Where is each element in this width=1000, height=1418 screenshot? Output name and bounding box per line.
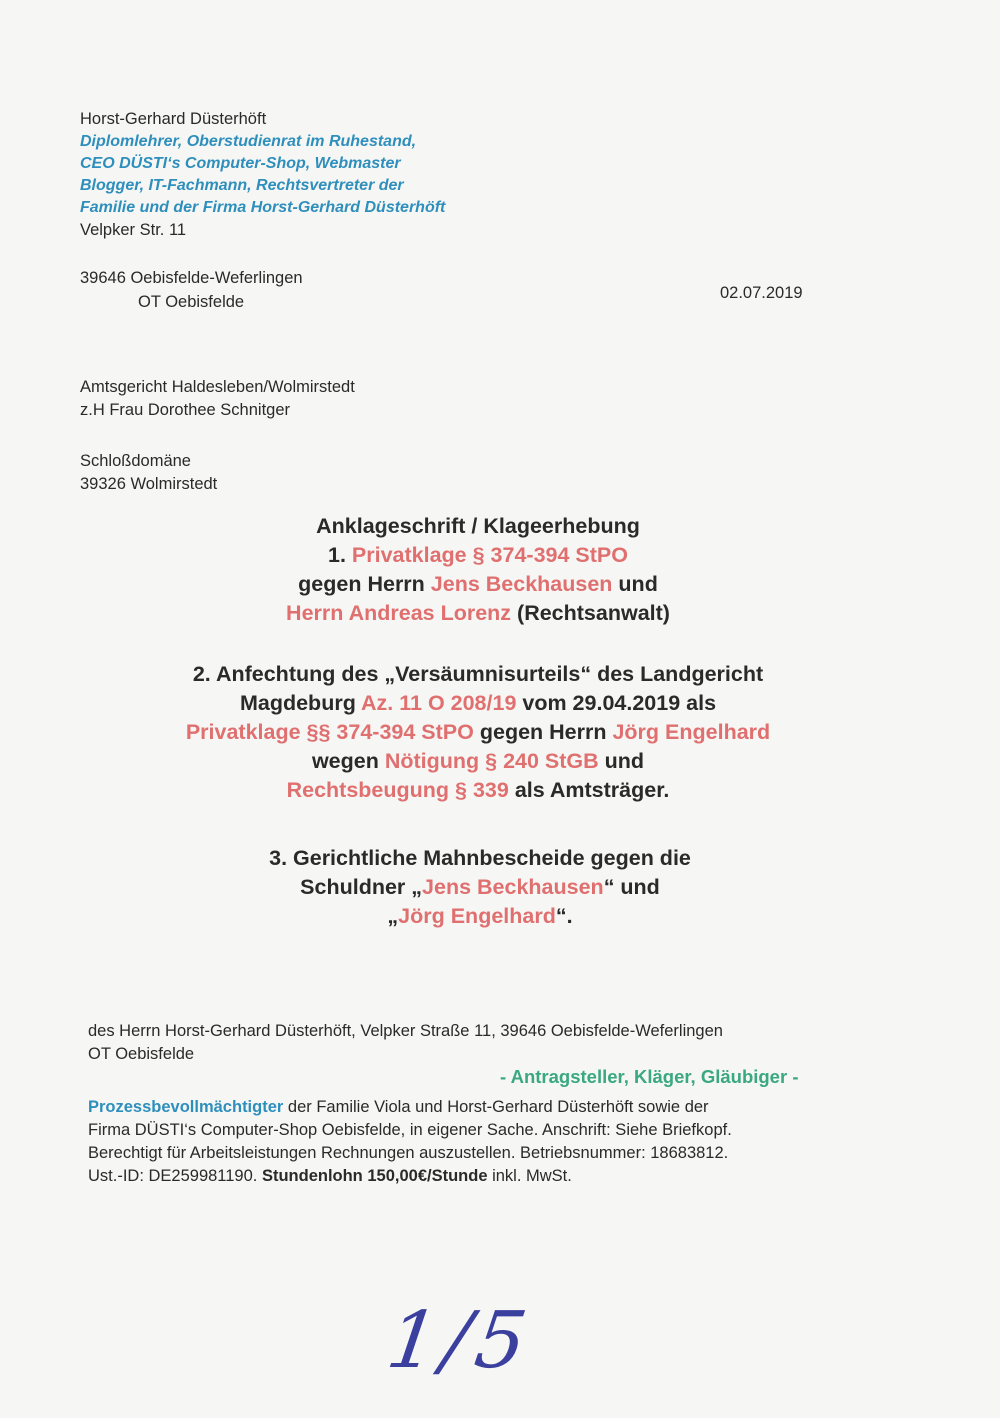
heading-2-line-1: 2. Anfechtung des „Versäumnisurteils“ des Landgericht bbox=[192, 662, 764, 686]
heading-3-debtor-1: Jens Beckhausen bbox=[422, 875, 604, 899]
proxy-label: Prozessbevollmächtigter bbox=[88, 1098, 284, 1116]
heading-1-number: 1. bbox=[328, 543, 352, 567]
heading-1-defendant-2: Herrn Andreas Lorenz bbox=[286, 601, 512, 625]
heading-1-line-3 bbox=[0, 570, 978, 599]
sender-district: OT Oebisfelde bbox=[138, 293, 245, 311]
sender-title-1: Diplomlehrer, Oberstudienrat im Ruhestand, bbox=[80, 133, 417, 150]
sender-title-3: Blogger, IT-Fachmann, Rechtsvertreter der bbox=[80, 177, 404, 194]
heading-2-text: vom 29.04.2019 als bbox=[516, 691, 717, 715]
heading-3 bbox=[0, 844, 980, 931]
heading-1-text: (Rechtsanwalt) bbox=[511, 601, 670, 625]
heading-2-line-3 bbox=[0, 718, 978, 747]
heading-2-privatklage: Privatklage §§ 374-394 StPO bbox=[185, 720, 474, 744]
heading-2-line-4 bbox=[0, 747, 978, 776]
heading-2-case-number: Az. 11 O 208/19 bbox=[361, 691, 517, 715]
party-line-1: des Herrn Horst-Gerhard Düsterhöft, Velpker Straße 11, 39646 Oebisfelde-Weferlingen bbox=[88, 1022, 723, 1040]
party-line-2: OT Oebisfelde bbox=[88, 1045, 195, 1063]
recipient-street: Schloßdomäne bbox=[80, 452, 191, 470]
recipient-city: 39326 Wolmirstedt bbox=[80, 475, 218, 493]
proxy-line-1 bbox=[88, 1096, 732, 1119]
recipient-address bbox=[80, 450, 217, 496]
proxy-text: der Familie Viola und Horst-Gerhard Düsterhöft sowie der bbox=[283, 1098, 709, 1116]
sender-block bbox=[80, 108, 445, 242]
heading-3-text: Schuldner „ bbox=[300, 875, 423, 899]
heading-1-privatklage: Privatklage § 374-394 StPO bbox=[351, 543, 628, 567]
heading-1-text: gegen Herrn bbox=[298, 572, 431, 596]
proxy-line-4 bbox=[88, 1165, 732, 1188]
recipient-attention: z.H Frau Dorothee Schnitger bbox=[80, 401, 291, 419]
heading-1-line-2 bbox=[0, 541, 978, 570]
recipient-block bbox=[80, 376, 355, 422]
heading-1-line-1: Anklageschrift / Klageerhebung bbox=[316, 514, 640, 538]
heading-2-line-2 bbox=[0, 689, 978, 718]
proxy-text: Ust.-ID: DE259981190. bbox=[88, 1167, 262, 1185]
sender-name: Horst-Gerhard Düsterhöft bbox=[80, 110, 267, 128]
heading-2-charge-2: Rechtsbeugung § 339 bbox=[286, 778, 509, 802]
heading-1-text: und bbox=[612, 572, 658, 596]
heading-2-text: als Amtsträger. bbox=[508, 778, 670, 802]
heading-2-text: und bbox=[598, 749, 645, 773]
heading-3-line-2 bbox=[0, 873, 980, 902]
recipient-court: Amtsgericht Haldesleben/Wolmirstedt bbox=[80, 378, 355, 396]
sender-street: Velpker Str. 11 bbox=[80, 221, 187, 239]
heading-2-line-5 bbox=[0, 776, 978, 805]
heading-1 bbox=[0, 512, 978, 628]
letter-date: 02.07.2019 bbox=[720, 284, 803, 302]
proxy-line-2: Firma DÜSTI‘s Computer-Shop Oebisfelde, in eigener Sache. Anschrift: Siehe Briefkopf. bbox=[88, 1121, 732, 1139]
handwritten-page-number: 1/5 bbox=[381, 1296, 538, 1386]
party-block bbox=[88, 1020, 723, 1066]
proxy-line-3: Berechtigt für Arbeitsleistungen Rechnungen auszustellen. Betriebsnummer: 18683812. bbox=[88, 1144, 729, 1162]
heading-3-text: “ und bbox=[603, 875, 660, 899]
heading-1-defendant-1: Jens Beckhausen bbox=[430, 572, 613, 596]
heading-2-text: wegen bbox=[311, 749, 385, 773]
heading-1-line-4 bbox=[0, 599, 978, 628]
sender-title-4: Familie und der Firma Horst-Gerhard Düsterhöft bbox=[80, 199, 446, 216]
proxy-block bbox=[88, 1096, 732, 1188]
heading-2-charge-1: Nötigung § 240 StGB bbox=[384, 749, 599, 773]
heading-3-debtor-2: Jörg Engelhard bbox=[398, 904, 556, 928]
heading-3-line-1: 3. Gerichtliche Mahnbescheide gegen die bbox=[269, 846, 691, 870]
sender-title-2: CEO DÜSTI‘s Computer-Shop, Webmaster bbox=[80, 155, 401, 172]
sender-city: 39646 Oebisfelde-Weferlingen bbox=[80, 269, 303, 287]
heading-3-text: “. bbox=[555, 904, 573, 928]
heading-2 bbox=[0, 660, 978, 805]
proxy-text: inkl. MwSt. bbox=[487, 1167, 572, 1185]
heading-3-text: „ bbox=[387, 904, 399, 928]
heading-2-text: gegen Herrn bbox=[473, 720, 613, 744]
heading-2-text: Magdeburg bbox=[239, 691, 362, 715]
party-role: - Antragsteller, Kläger, Gläubiger - bbox=[500, 1066, 799, 1087]
proxy-hourly-rate: Stundenlohn 150,00€/Stunde bbox=[261, 1167, 488, 1185]
sender-city-block bbox=[80, 266, 303, 314]
heading-2-defendant: Jörg Engelhard bbox=[612, 720, 771, 744]
heading-3-line-3 bbox=[0, 902, 980, 931]
